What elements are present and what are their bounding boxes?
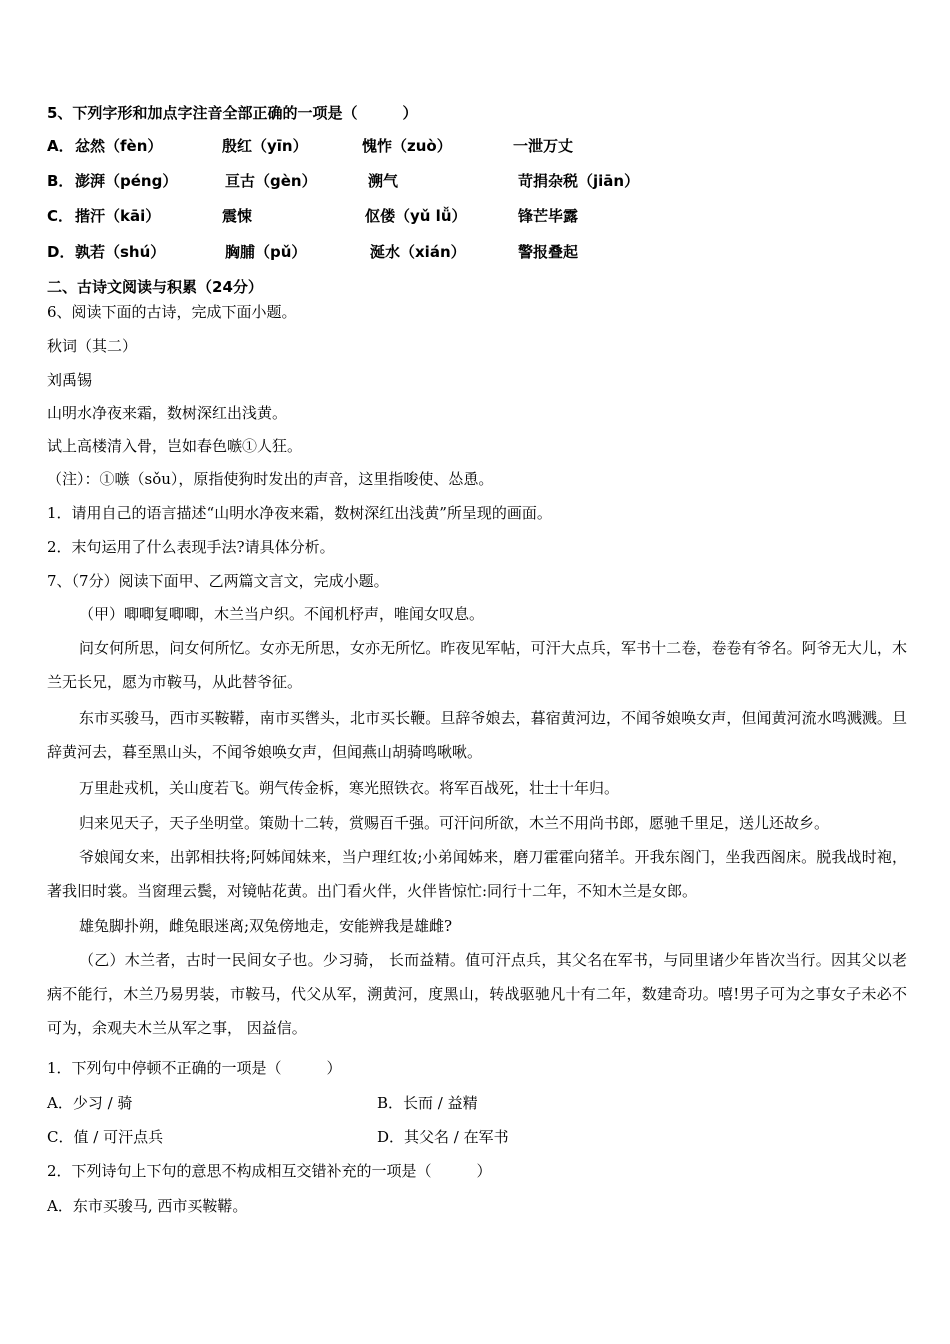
option-label: D． <box>47 243 75 261</box>
choice-a: A．少习 / 骑 <box>47 1094 133 1112</box>
q7-stem: 7、（7分）阅读下面甲、乙两篇文言文，完成小题。 <box>47 572 389 590</box>
option-label: A． <box>47 137 74 155</box>
option-item: 震悚 <box>222 207 253 225</box>
option-item: 锋芒毕露 <box>518 207 579 225</box>
option-label: C． <box>47 207 74 225</box>
passage-paragraph: 万里赴戎机，关山度若飞。朔气传金柝，寒光照铁衣。将军百战死，壮士十年归。 <box>79 779 620 797</box>
passage-paragraph: 爷娘闻女来，出郭相扶将;阿姊闻妹来，当户理红妆;小弟闻姊来，磨刀霍霍向猪羊。开我东阁门，坐我西阁床。脱我战时袍，著我旧时裳。当窗理云鬓，对镜帖花黄。出门看火伴，火伴皆惊忙:同行十二年，不知木兰是女郎。 <box>47 848 907 900</box>
passage-paragraph: 雄兔脚扑朔，雌兔眼迷离;双兔傍地走，安能辨我是雄雌? <box>79 917 453 935</box>
passage-paragraph: 归来见天子，天子坐明堂。策勋十二转，赏赐百千强。可汗问所欲，木兰不用尚书郎，愿驰千里足，送儿还故乡。 <box>79 814 830 832</box>
option-item: 胸脯（pǔ） <box>225 243 307 261</box>
poem-line: 山明水净夜来霜，数树深红出浅黄。 <box>47 404 288 422</box>
section-title: 二、古诗文阅读与积累（24分） <box>47 278 263 296</box>
option-item: 孰若（shú） <box>75 243 166 261</box>
poem-line: 试上高楼清入骨，岂如春色嗾①人狂。 <box>47 437 303 455</box>
q7-sub2-stem: 2．下列诗句上下句的意思不构成相互交错补充的一项是（ ） <box>47 1162 492 1180</box>
poem-note: （注）：①嗾（sǒu），原指使狗时发出的声音，这里指唆使、怂恿。 <box>47 470 494 488</box>
q5-stem: 5、下列字形和加点字注音全部正确的一项是（ ） <box>47 104 418 122</box>
q6-stem: 6、阅读下面的古诗，完成下面小题。 <box>47 303 297 321</box>
option-item: 涎水（xián） <box>370 243 466 261</box>
q6-sub-question: 2．末句运用了什么表现手法?请具体分析。 <box>47 538 335 556</box>
passage-paragraph: （甲）唧唧复唧唧，木兰当户织。不闻机杼声，唯闻女叹息。 <box>79 605 485 623</box>
option-item: 苛捐杂税（jiān） <box>518 172 640 190</box>
option-item: 一泄万丈 <box>513 137 574 155</box>
option-item: 殷红（yīn） <box>222 137 308 155</box>
option-item: 忿然（fèn） <box>75 137 163 155</box>
option-label: B． <box>47 172 74 190</box>
poem-author: 刘禹锡 <box>47 371 93 389</box>
q7-sub1-stem: 1．下列句中停顿不正确的一项是（ ） <box>47 1059 342 1077</box>
poem-title: 秋词（其二） <box>47 337 138 355</box>
choice-c: C．值 / 可汗点兵 <box>47 1128 164 1146</box>
choice-b: B．长而 / 益精 <box>377 1094 478 1112</box>
option-item: 澎湃（péng） <box>75 172 178 190</box>
option-item: 警报叠起 <box>518 243 579 261</box>
choice-a: A．东市买骏马, 西市买鞍鞯。 <box>47 1197 248 1215</box>
option-item: 揩汗（kāi） <box>75 207 161 225</box>
passage-paragraph: 问女何所思，问女何所忆。女亦无所思，女亦无所忆。昨夜见军帖，可汗大点兵，军书十二卷，卷卷有爷名。阿爷无大儿，木兰无长兄，愿为市鞍马，从此替爷征。 <box>47 639 907 691</box>
choice-d: D．其父名 / 在军书 <box>377 1128 509 1146</box>
option-item: 亘古（gèn） <box>225 172 317 190</box>
passage-paragraph: （乙）木兰者，古时一民间女子也。少习骑， 长而益精。值可汗点兵，其父名在军书，与同里诸少年皆次当行。因其父以老病不能行，木兰乃易男装，市鞍马，代父从军，溯黄河，度黑山，转战驱驰凡十有二年，数建奇功。嘻!男子可为之事女子未必不可为，余观夫木兰从军之事， 因益信。 <box>47 951 907 1037</box>
q6-sub-question: 1．请用自己的语言描述“山明水净夜来霜，数树深红出浅黄”所呈现的画面。 <box>47 504 552 522</box>
option-item: 愧怍（zuò） <box>362 137 452 155</box>
passage-paragraph: 东市买骏马，西市买鞍鞯，南市买辔头，北市买长鞭。旦辞爷娘去，暮宿黄河边，不闻爷娘唤女声，但闻黄河流水鸣溅溅。旦辞黄河去，暮至黑山头，不闻爷娘唤女声，但闻燕山胡骑鸣啾啾。 <box>47 709 907 761</box>
option-item: 伛偻（yǔ lǚ） <box>365 207 467 225</box>
option-item: 溯气 <box>368 172 399 190</box>
